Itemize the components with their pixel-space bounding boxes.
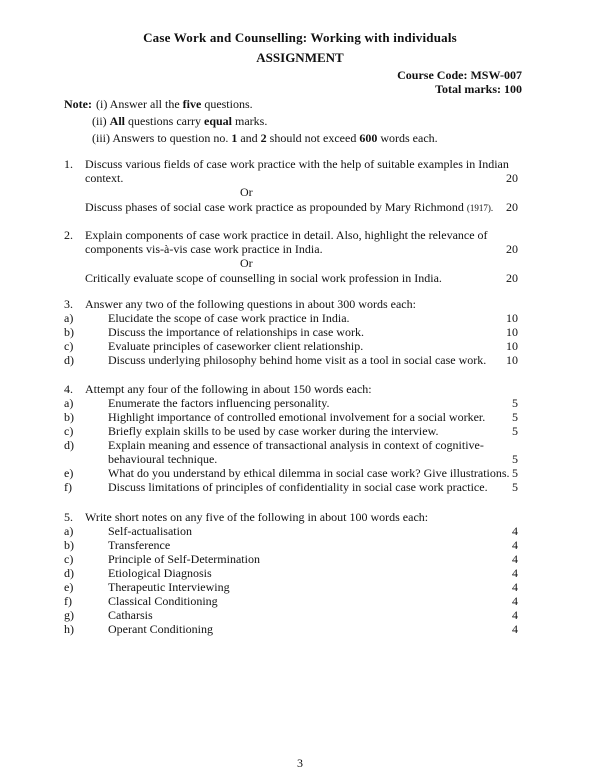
marks: 10: [506, 339, 518, 353]
question-2: [0, 228, 600, 288]
sub-question-text: Enumerate the factors influencing personality.: [108, 396, 330, 410]
sub-question-text: Explain meaning and essence of transactional analysis in context of cognitive-: [108, 438, 484, 452]
sub-label: d): [64, 353, 74, 367]
note-label: Note:: [64, 97, 92, 111]
marks: 4: [512, 524, 518, 538]
marks: 5: [512, 410, 518, 424]
marks: 10: [506, 325, 518, 339]
note-item-bold: 2: [260, 131, 267, 145]
question-number: 1.: [64, 157, 73, 171]
sub-question-text: What do you understand by ethical dilemma in social case work? Give illustrations.: [108, 466, 510, 480]
note-item-num: (ii): [92, 114, 107, 128]
note-item-num: (i): [96, 97, 108, 111]
sub-label: g): [64, 608, 74, 622]
marks: 4: [512, 594, 518, 608]
marks: 5: [512, 466, 518, 480]
marks: 5: [512, 424, 518, 438]
sub-question-text: Discuss underlying philosophy behind home visit as a tool in social case work.: [108, 353, 487, 367]
sub-label: h): [64, 622, 74, 636]
short-note-topic: Self-actualisation: [108, 524, 192, 538]
question-intro: Answer any two of the following questions in about 300 words each:: [85, 297, 416, 311]
marks: 4: [512, 622, 518, 636]
note-item-3: [92, 131, 438, 146]
sub-label: c): [64, 339, 74, 353]
total-marks: Total marks: 100: [435, 82, 522, 96]
question-alt-text: [85, 200, 493, 215]
note-item-bold: equal: [204, 114, 233, 128]
sub-question-text: Elucidate the scope of case work practice in India.: [108, 311, 350, 325]
question-number: 3.: [64, 297, 73, 311]
alt-text: Discuss phases of social case work practice as propounded by Mary Richmond: [85, 200, 467, 214]
short-note-topic: Principle of Self-Determination: [108, 552, 260, 566]
question-alt-text: Critically evaluate scope of counselling in social work profession in India.: [85, 271, 442, 285]
question-intro: Attempt any four of the following in about 150 words each:: [85, 382, 372, 396]
note-item-text: Answer all the: [109, 97, 183, 111]
sub-question-text: Discuss limitations of principles of confidentiality in social case work practice.: [108, 480, 488, 494]
marks: 4: [512, 566, 518, 580]
marks: 20: [506, 200, 518, 214]
note-item-num: (iii): [92, 131, 110, 145]
note-item-text: Answers to question no.: [112, 131, 232, 145]
question-intro: Write short notes on any five of the following in about 100 words each:: [85, 510, 429, 524]
question-text: context.: [85, 171, 124, 185]
question-5: [0, 510, 600, 640]
alt-year: (1917).: [466, 203, 494, 213]
note-item-2: [92, 114, 267, 129]
question-3: [0, 297, 600, 369]
question-4: [0, 382, 600, 497]
marks: 4: [512, 608, 518, 622]
marks: 20: [506, 271, 518, 285]
note-item-1: [96, 97, 253, 112]
or-separator: Or: [240, 256, 253, 270]
course-code: Course Code: MSW-007: [397, 68, 522, 82]
question-number: 4.: [64, 382, 73, 396]
marks: 20: [506, 171, 518, 185]
note-item-bold: 1: [231, 131, 238, 145]
sub-label: e): [64, 580, 74, 594]
sub-label: c): [64, 552, 74, 566]
note-item-text: marks.: [232, 114, 268, 128]
short-note-topic: Transference: [108, 538, 171, 552]
sub-label: b): [64, 538, 74, 552]
question-1: [0, 157, 600, 217]
document-title: Case Work and Counselling: Working with individuals: [143, 30, 457, 45]
sub-question-text: Briefly explain skills to be used by case worker during the interview.: [108, 424, 439, 438]
note-item-text: words each.: [377, 131, 438, 145]
sub-label: a): [64, 396, 74, 410]
question-number: 5.: [64, 510, 73, 524]
short-note-topic: Operant Conditioning: [108, 622, 213, 636]
sub-question-text: behavioural technique.: [108, 452, 218, 466]
sub-label: c): [64, 424, 74, 438]
marks: 10: [506, 311, 518, 325]
sub-label: d): [64, 438, 74, 452]
marks: 5: [512, 480, 518, 494]
sub-question-text: Evaluate principles of caseworker client relationship.: [108, 339, 364, 353]
question-text: Explain components of case work practice in detail. Also, highlight the relevance of: [85, 228, 488, 242]
sub-label: a): [64, 311, 74, 325]
marks: 5: [512, 396, 518, 410]
sub-label: b): [64, 410, 74, 424]
marks: 4: [512, 580, 518, 594]
or-separator: Or: [240, 185, 253, 199]
short-note-topic: Catharsis: [108, 608, 153, 622]
marks: 10: [506, 353, 518, 367]
marks: 4: [512, 538, 518, 552]
short-note-topic: Therapeutic Interviewing: [108, 580, 230, 594]
note-item-text: should not exceed: [266, 131, 360, 145]
marks: 20: [506, 242, 518, 256]
short-note-topic: Etiological Diagnosis: [108, 566, 212, 580]
marks: 4: [512, 552, 518, 566]
sub-label: a): [64, 524, 74, 538]
page-number: 3: [297, 756, 303, 770]
note-item-text: questions.: [201, 97, 253, 111]
question-text: Discuss various fields of case work practice with the help of suitable examples in Indian: [85, 157, 509, 171]
sub-label: b): [64, 325, 74, 339]
sub-label: f): [64, 480, 72, 494]
question-text: components vis-à-vis case work practice in India.: [85, 242, 323, 256]
note-item-text: questions carry: [125, 114, 204, 128]
note-item-bold: five: [182, 97, 202, 111]
sub-label: f): [64, 594, 72, 608]
short-note-topic: Classical Conditioning: [108, 594, 218, 608]
marks: 5: [512, 452, 518, 466]
question-number: 2.: [64, 228, 73, 242]
assignment-heading: ASSIGNMENT: [256, 50, 344, 65]
sub-question-text: Discuss the importance of relationships in case work.: [108, 325, 364, 339]
note-item-bold: All: [109, 114, 126, 128]
sub-question-text: Highlight importance of controlled emotional involvement for a social worker.: [108, 410, 486, 424]
note-item-bold: 600: [359, 131, 378, 145]
note-item-text: and: [237, 131, 261, 145]
sub-label: d): [64, 566, 74, 580]
sub-label: e): [64, 466, 74, 480]
